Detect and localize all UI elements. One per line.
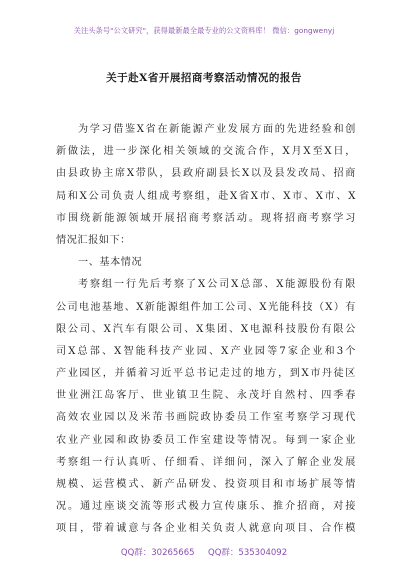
body-line: 考察组一行先后考察了X公司X总部、X能源股份有限 xyxy=(78,279,356,291)
body-line: 司X总部、X智能科技产业园、X产业园等7家企业和3个 xyxy=(56,345,356,357)
document-body xyxy=(56,119,356,541)
body-line: 为学习借鉴X省在新能源产业发展方面的先进经验和创 xyxy=(78,124,356,135)
body-line: 局和X公司负责人组成考察组，赴X省X市、X市、X市、X xyxy=(56,190,356,202)
body-line: 况。通过座谈交流等形式极力宣传康乐、推介招商，对接 xyxy=(56,501,356,513)
body-line: 规模、运营模式、新产品研发、投资项目和市场扩展等情 xyxy=(56,479,356,490)
page-footer-qq-groups: QQ群：30265665 QQ群：535304092 xyxy=(120,548,288,558)
body-line: 限公司、X汽车有限公司、X集团、X电源科技股份有限公 xyxy=(56,323,356,335)
body-line: 新做法，进一步深化相关领域的交流合作，X月X至X日， xyxy=(56,146,356,158)
body-line: 情况汇报如下： xyxy=(56,234,131,246)
body-line: 高效农业园以及米芾书画院政协委员工作室考察学习现代 xyxy=(56,412,356,424)
body-line: 考察组一行认真听、仔细看、详细问，深入了解企业发展 xyxy=(56,456,356,468)
body-line: 市围绕新能源领域开展招商考察活动。现将招商考察学习 xyxy=(56,212,356,224)
body-line: 产业园区，并循着习近平总书记走过的地方，到X市丹徒区 xyxy=(56,368,356,380)
body-line: 由县政协主席X带队，县政府副县长X以及县发改局、招商 xyxy=(56,168,356,180)
page-header xyxy=(0,0,408,64)
document-title: 关于赴X省开展招商考察活动情况的报告 xyxy=(106,72,302,84)
body-line: 公司电池基地、X新能源组件加工公司、X光能科技（X）有 xyxy=(56,301,356,313)
section-heading: 一、基本情况 xyxy=(78,257,143,269)
body-line: 世业洲江岛客厅、世业镇卫生院、永茂圩自然村、四季春 xyxy=(56,390,356,402)
header-promo-text: 关注头条号"公文研究"，获得最新最全最专业的公文资料库！ 微信：gongwenyj xyxy=(73,26,335,35)
body-line: 农业产业园和政协委员工作室建设等情况。每到一家企业 xyxy=(56,434,356,446)
body-line: 项目，带着诚意与各企业相关负责人就意向项目、合作模 xyxy=(56,523,356,535)
